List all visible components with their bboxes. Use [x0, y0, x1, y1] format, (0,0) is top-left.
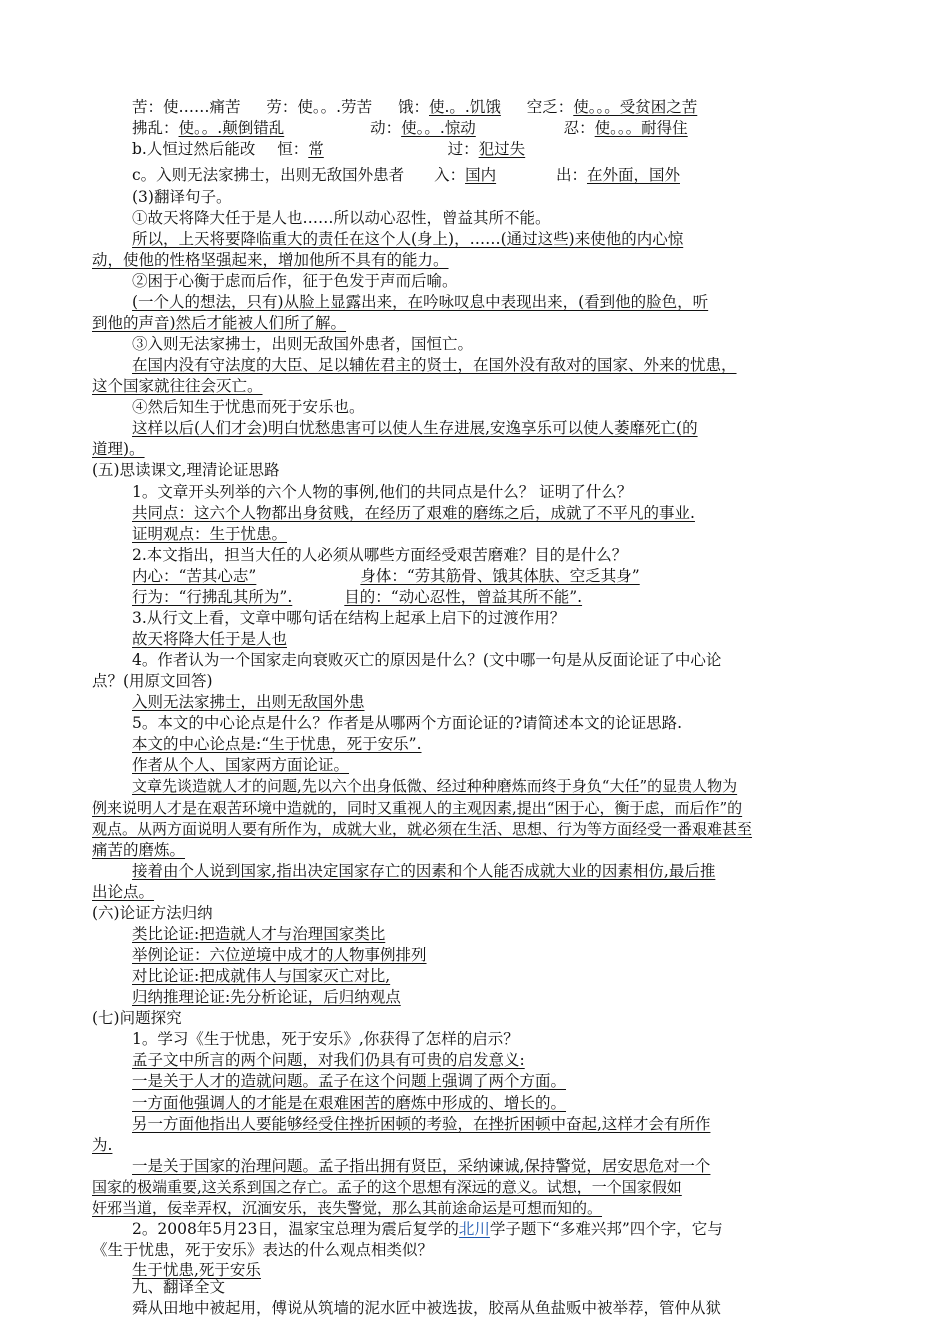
section-7-answer-1e-line-2: 国家的极端重要,这关系到国之存亡。孟子的这个思想有深远的意义。试想，一个国家假如 [92, 1178, 682, 1196]
method-item: 对比论证:把成就伟人与国家灭亡对比, [132, 967, 391, 985]
vocab-def: 使。。.劳苦 [297, 98, 373, 116]
section-5-question-4-line-1: 4。作者认为一个国家走向衰败灭亡的原因是什么？(文中哪一句是从反面论证了中心论 [132, 651, 722, 669]
translate-heading: (3)翻译句子。 [132, 188, 232, 206]
vocab-term: 动： [370, 119, 402, 137]
vocab-term: 过： [447, 140, 479, 158]
vocab-term: 入： [434, 166, 466, 184]
answer-body: 身体：“劳其筋骨、饿其体肤、空乏其身” [360, 567, 640, 585]
translate-question-2: ②困于心衡于虑而后作，征于色发于声而后喻。 [132, 272, 458, 290]
translate-answer-2-line-1: (一个人的想法，只有)从脸上显露出来，在吟咏叹息中表现出来，(看到他的脸色，听 [132, 293, 709, 311]
section-9-paragraph-1: 舜从田地中被起用，傅说从筑墙的泥水匠中被选拔，胶鬲从鱼盐贩中被举荐，管仲从狱 [132, 1299, 722, 1317]
section-7-answer-1e-line-3: 奸邪当道，佞幸弄权，沉湎安乐，丧失警觉，那么其前途命运是可想而知的。 [92, 1199, 603, 1217]
section-7-answer-1d-line-2: 为. [92, 1136, 113, 1154]
section-9-heading: 九、翻译全文 [132, 1278, 226, 1296]
translate-answer-4-line-2: 道理)。 [92, 440, 145, 458]
translate-answer-4-line-1: 这样以后(人们才会)明白忧愁患害可以使人生存进展,安逸享乐可以使人萎靡死亡(的 [132, 419, 698, 437]
vocab-term: 拂乱： [132, 119, 179, 137]
vocab-row-4 [132, 164, 680, 186]
translate-answer-1-line-1: 所以，上天将要降临重大的责任在这个人(身上)，……(通过这些)来使他的内心惊 [132, 230, 684, 248]
method-item: 归纳推理论证:先分析论证，后归纳观点 [132, 988, 401, 1006]
translate-question-3: ③入则无法家拂士，出则无敌国外患者，国恒亡。 [132, 335, 474, 353]
vocab-def: 使。。.颠倒错乱 [178, 119, 285, 137]
section-5-answer-5c-line-1: 文章先谈造就人才的问题,先以六个出身低微、经过种种磨炼而终于身负“大任”的显贵人物为 [132, 777, 738, 795]
section-5-answer-5c-line-3: 观点。从两方面说明人要有所作为，成就大业，就必须在生活、思想、行为等方面经受一番艰难甚至 [92, 820, 753, 838]
vocab-term: 苦： [132, 98, 164, 116]
section-5-answer-5d-line-1: 接着由个人说到国家,指出决定国家存亡的因素和个人能否成就大业的因素相仿,最后推 [132, 862, 716, 880]
vocab-term: 劳： [266, 98, 298, 116]
vocab-row-2 [132, 117, 694, 139]
section-5-answer-1a: 共同点：这六个人物都出身贫贱，在经历了艰难的磨练之后，成就了不平凡的事业. [132, 504, 695, 522]
vocab-sentence: c。入则无法家拂士，出则无敌国外患者 [132, 166, 405, 184]
translate-answer-3-line-1: 在国内没有守法度的大臣、足以辅佐君主的贤士，在国外没有敌对的国家、外来的忧患， [132, 356, 737, 374]
section-5-answer-5c-line-2: 例来说明人才是在艰苦环境中造就的，同时又重视人的主观因素,提出“困于心，衡于虑，而后作”的 [92, 799, 743, 817]
vocab-sentence: b.人恒过然后能改 [132, 140, 256, 158]
section-7-answer-2: 生于忧患,死于安乐 [132, 1261, 261, 1279]
vocab-def: 国内 [465, 166, 497, 184]
vocab-def: 使……痛苦 [163, 98, 241, 116]
section-7-answer-1a: 孟子文中所言的两个问题，对我们仍具有可贵的启发意义: [132, 1051, 525, 1069]
section-5-question-3: 3.从行文上看，文章中哪句话在结构上起承上启下的过渡作用？ [132, 609, 566, 627]
section-5-question-4-line-2: 点？(用原文回答) [92, 672, 213, 690]
vocab-def: 使。。。受贫困之苦 [573, 98, 698, 116]
section-7-answer-1e-line-1: 一是关于国家的治理问题。孟子指出拥有贤臣，采纳谏诚,保持警觉，居安思危对一个 [132, 1157, 711, 1175]
vocab-def: 使。。。耐得住 [594, 119, 688, 137]
method-item: 举例论证：六位逆境中成才的人物事例排列 [132, 946, 427, 964]
translate-question-4: ④然后知生于忧患而死于安乐也。 [132, 398, 365, 416]
vocab-term: 恒： [277, 140, 309, 158]
section-5-question-5: 5。本文的中心论点是什么？作者是从哪两个方面论证的?请简述本文的论证思路. [132, 714, 683, 732]
section-7-heading: (七)问题探究 [92, 1009, 182, 1027]
vocab-row-3 [132, 138, 525, 160]
section-5-answer-5c-line-4: 痛苦的磨炼。 [92, 841, 186, 859]
translate-question-1: ①故天将降大任于是人也……所以动心忍性，曾益其所不能。 [132, 209, 551, 227]
vocab-def: 使。。.惊动 [401, 119, 476, 137]
section-6-heading: (六)论证方法归纳 [92, 904, 213, 922]
section-5-answer-3: 故天将降大任于是人也 [132, 630, 288, 648]
section-7-answer-1d-line-1: 另一方面他指出人要能够经受住挫折困顿的考验，在挫折困顿中奋起,这样才会有所作 [132, 1115, 711, 1133]
vocab-term: 饿： [397, 98, 429, 116]
section-7-answer-1b: 一是关于人才的造就问题。孟子在这个问题上强调了两个方面。 [132, 1072, 567, 1090]
section-5-answer-2a [132, 565, 640, 587]
answer-inner-mind: 内心：“苦其心志” [132, 567, 257, 585]
section-5-answer-2b [132, 586, 582, 608]
vocab-def: 使.。.饥饿 [429, 98, 501, 116]
vocab-row-1 [132, 96, 697, 118]
section-5-answer-4: 入则无法家拂士，出则无敌国外患 [132, 693, 365, 711]
question-text: 2。2008年5月23日，温家宝总理为震后复学的 [132, 1220, 459, 1238]
section-7-question-1: 1。学习《生于忧患，死于安乐》,你获得了怎样的启示？ [132, 1030, 519, 1048]
beichuan-link[interactable]: 北川 [458, 1220, 490, 1238]
vocab-term: 忍： [563, 119, 595, 137]
translate-answer-3-line-2: 这个国家就往往会灭亡。 [92, 377, 263, 395]
section-7-question-2-line-2: 《生于忧患，死于安乐》表达的什么观点相类似？ [92, 1241, 434, 1259]
vocab-term: 空乏： [526, 98, 574, 116]
vocab-term: 出： [555, 166, 587, 184]
translate-answer-2-line-2: 到他的声音)然后才能被人们所了解。 [92, 314, 347, 332]
translate-answer-1-line-2: 动，使他的性格坚强起来，增加他所不具有的能力。 [92, 251, 449, 269]
answer-purpose: 目的：“动心忍性，曾益其所不能”. [344, 588, 583, 606]
section-5-question-1: 1。文章开头列举的六个人物的事例,他们的共同点是什么？ 证明了什么？ [132, 483, 633, 501]
section-5-heading: (五)思读课文,理清论证思路 [92, 461, 280, 479]
section-5-answer-5b: 作者从个人、国家两方面论证。 [132, 756, 350, 774]
section-5-answer-5a: 本文的中心论点是:“生于忧患，死于安乐”. [132, 735, 422, 753]
section-7-question-2-line-1 [132, 1218, 723, 1240]
question-text: 学子题下“多难兴邦”四个字，它与 [489, 1220, 723, 1238]
method-item: 类比论证:把造就人才与治理国家类比 [132, 925, 386, 943]
section-5-answer-1b: 证明观点：生于忧患。 [132, 525, 288, 543]
answer-behavior: 行为：“行拂乱其所为”. [132, 588, 293, 606]
section-5-question-2: 2.本文指出，担当大任的人必须从哪些方面经受艰苦磨难？目的是什么？ [132, 546, 628, 564]
vocab-def: 常 [308, 140, 324, 158]
vocab-def: 在外面，国外 [586, 166, 680, 184]
section-7-answer-1c: 一方面他强调人的才能是在艰难困苦的磨炼中形成的、增长的。 [132, 1094, 567, 1112]
section-5-answer-5d-line-2: 出论点。 [92, 883, 155, 901]
vocab-def: 犯过失 [478, 140, 526, 158]
